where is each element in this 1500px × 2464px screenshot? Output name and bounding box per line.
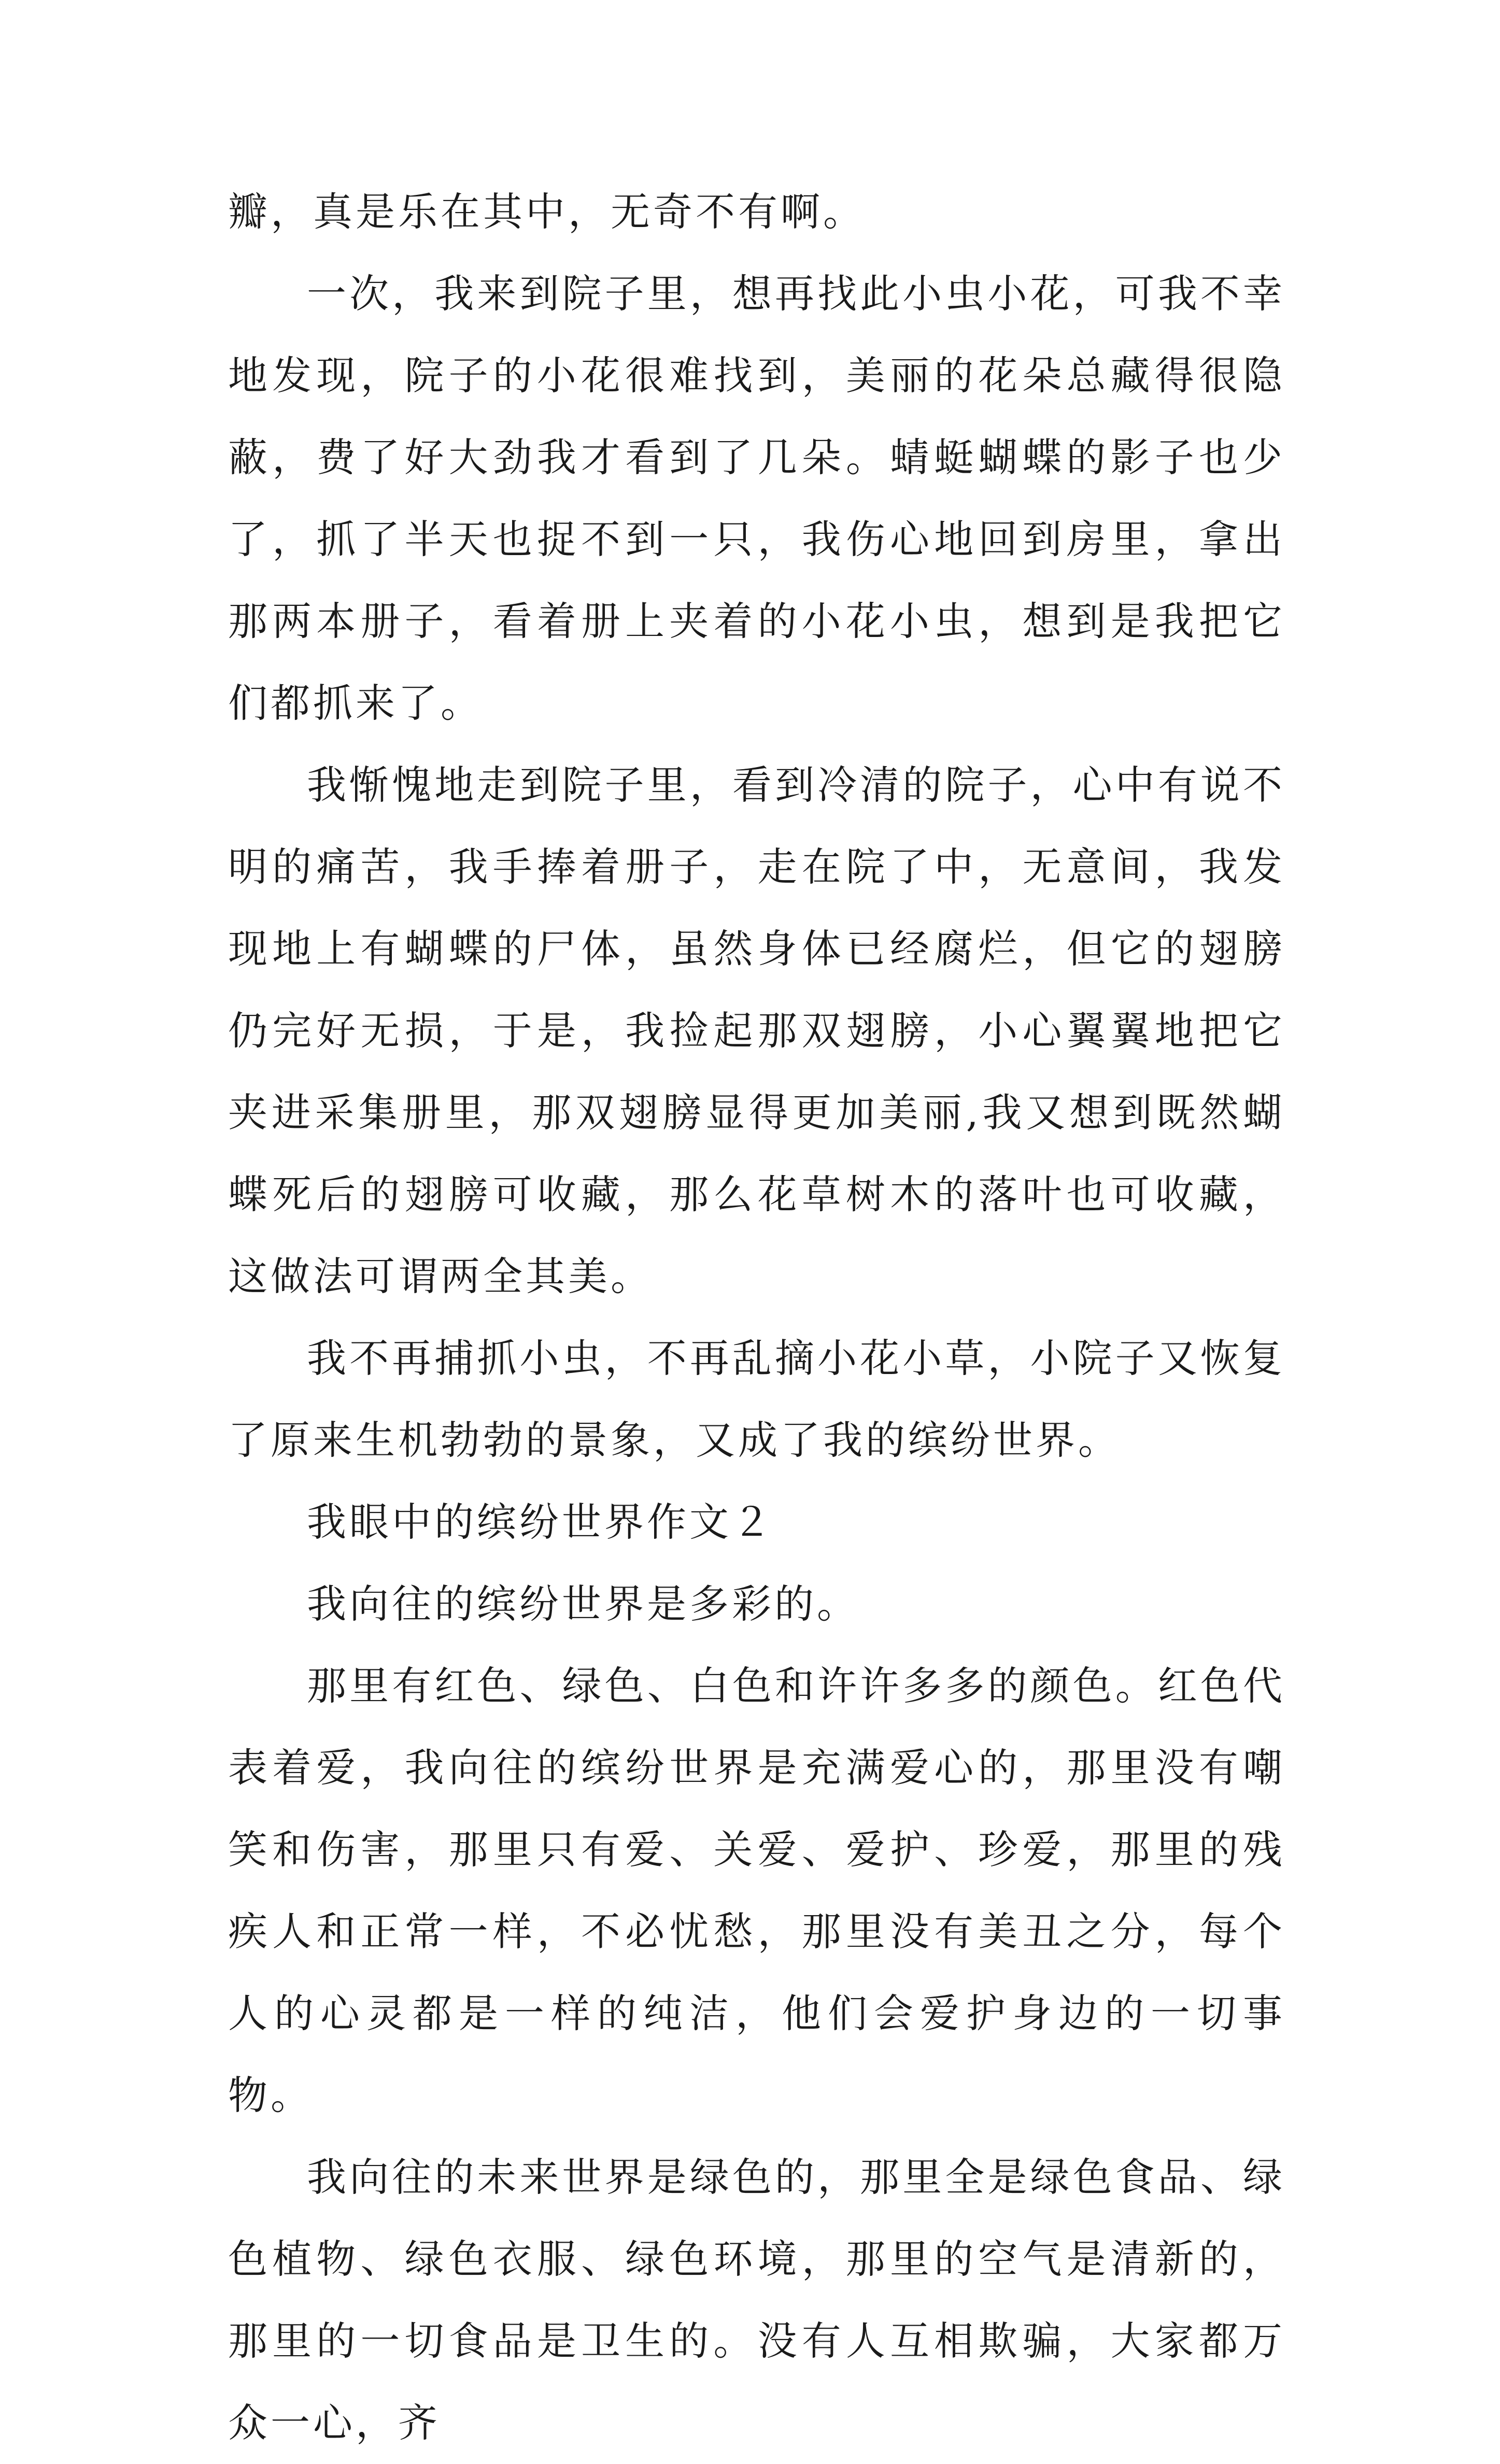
document-body [228,171,1285,2464]
paragraph-7: 那里有红色、绿色、白色和许许多多的颜色。红色代表着爱，我向往的缤纷世界是充满爱心的，那里没有嘲笑和伤害，那里只有爱、关爱、爱护、珍爱，那里的残疾人和正常一样，不必忧愁，那里没有美丑之分，每个人的心灵都是一样的纯洁，他们会爱护身边的一切事物。 [228,1663,1285,2118]
paragraph-4: 我不再捕抓小虫，不再乱摘小花小草，小院子又恢复了原来生机勃勃的景象，又成了我的缤纷世界。 [228,1335,1285,1463]
paragraph-3: 我惭愧地走到院子里，看到冷清的院子，心中有说不明的痛苦，我手捧着册子，走在院了中，无意间，我发现地上有蝴蝶的尸体，虽然身体已经腐烂，但它的翅膀仍完好无损，于是，我捡起那双翅膀，小心翼翼地把它夹进采集册里，那双翅膀显得更加美丽,我又想到既然蝴蝶死后的翅膀可收藏，那么花草树木的落叶也可收藏，这做法可谓两全其美。 [228,762,1285,1299]
paragraph-6: 我向往的缤纷世界是多彩的。 [307,1581,859,1627]
paragraph-8: 我向往的未来世界是绿色的，那里全是绿色食品、绿色植物、绿色衣服、绿色环境，那里的空气是清新的，那里的一切食品是卫生的。没有人互相欺骗，大家都万众一心，齐 [228,2154,1285,2446]
paragraph-1: 瓣，真是乐在其中，无奇不有啊。 [228,189,866,235]
paragraph-2: 一次，我来到院子里，想再找此小虫小花，可我不幸地发现，院子的小花很难找到，美丽的花朵总藏得很隐蔽，费了好大劲我才看到了几朵。蜻蜓蝴蝶的影子也少了，抓了半天也捉不到一只，我伤心地回到房里，拿出那两本册子，看着册上夹着的小花小虫，想到是我把它们都抓来了。 [228,271,1285,726]
essay-title-2: 我眼中的缤纷世界作文２ [307,1499,774,1545]
